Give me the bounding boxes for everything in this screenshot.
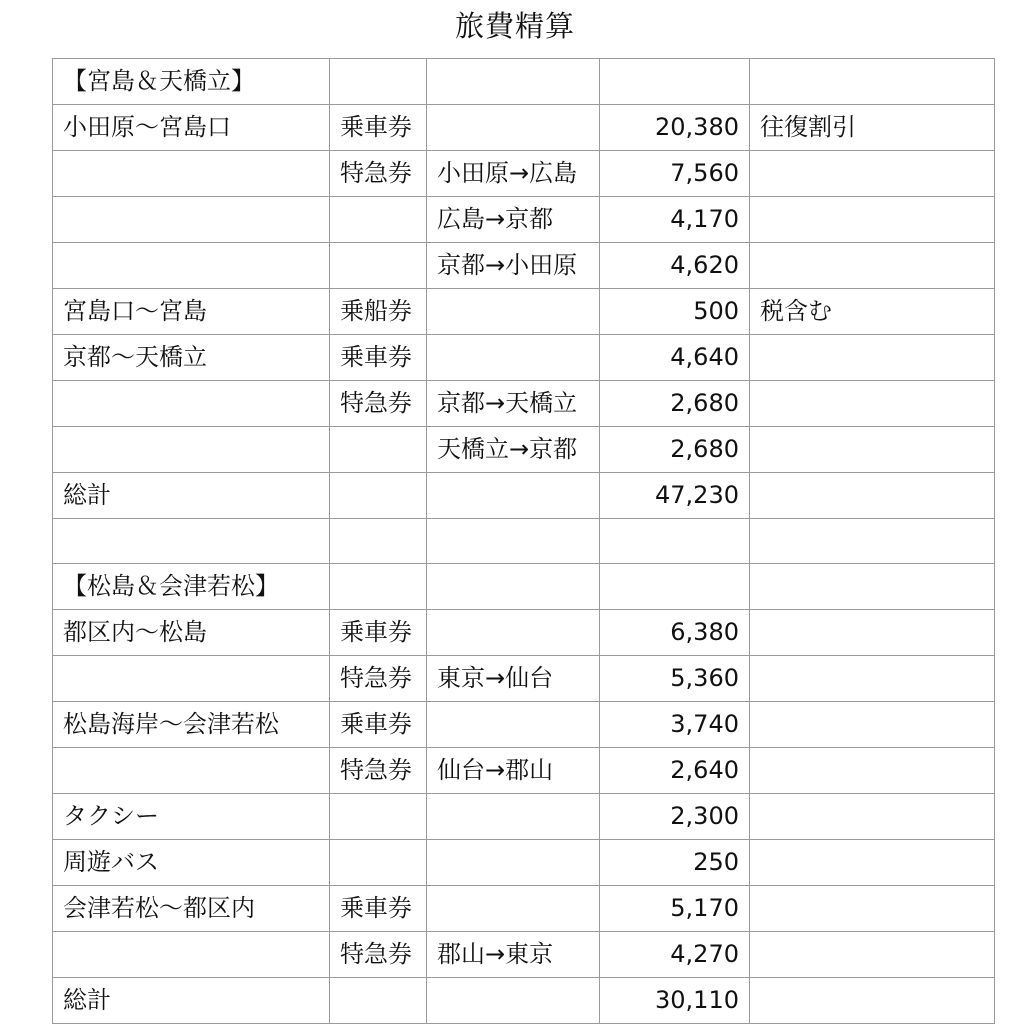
section-cell: [427, 610, 600, 656]
table-row: [53, 59, 995, 105]
table-row: [53, 564, 995, 610]
table-row: [53, 610, 995, 656]
section-cell: [427, 289, 600, 335]
section-cell: [427, 886, 600, 932]
ticket-type-cell: 特急券: [330, 381, 427, 427]
ticket-type-cell: [330, 473, 427, 519]
section-cell: 京都→小田原: [427, 243, 600, 289]
table-row: [53, 243, 995, 289]
section-cell: 広島→京都: [427, 197, 600, 243]
amount-cell: 2,680: [600, 381, 750, 427]
ticket-type-cell: 乗車券: [330, 105, 427, 151]
note-cell: [750, 564, 995, 610]
ticket-type-cell: [330, 197, 427, 243]
amount-cell: 6,380: [600, 610, 750, 656]
ticket-type-cell: [330, 243, 427, 289]
note-cell: [750, 702, 995, 748]
table-row: [53, 932, 995, 978]
table-row: [53, 656, 995, 702]
amount-cell: 2,680: [600, 427, 750, 473]
amount-cell: 250: [600, 840, 750, 886]
route-cell: [53, 151, 330, 197]
ticket-type-cell: [330, 564, 427, 610]
amount-cell: 2,300: [600, 794, 750, 840]
section-cell: 郡山→東京: [427, 932, 600, 978]
ticket-type-cell: 乗車券: [330, 886, 427, 932]
section-cell: [427, 702, 600, 748]
note-cell: [750, 427, 995, 473]
ticket-type-cell: 特急券: [330, 748, 427, 794]
amount-cell: 47,230: [600, 473, 750, 519]
section-cell: [427, 840, 600, 886]
table-row: [53, 748, 995, 794]
ticket-type-cell: [330, 794, 427, 840]
note-cell: 往復割引: [750, 105, 995, 151]
note-cell: [750, 197, 995, 243]
section-cell: 東京→仙台: [427, 656, 600, 702]
table-row: [53, 519, 995, 564]
route-cell: 都区内〜松島: [53, 610, 330, 656]
section-cell: 小田原→広島: [427, 151, 600, 197]
amount-cell: 5,170: [600, 886, 750, 932]
amount-cell: 2,640: [600, 748, 750, 794]
note-cell: [750, 519, 995, 564]
route-cell: 【宮島＆天橋立】: [53, 59, 330, 105]
note-cell: [750, 932, 995, 978]
note-cell: 税含む: [750, 289, 995, 335]
note-cell: [750, 243, 995, 289]
section-cell: [427, 335, 600, 381]
amount-cell: 7,560: [600, 151, 750, 197]
ticket-type-cell: [330, 840, 427, 886]
route-cell: 周遊バス: [53, 840, 330, 886]
route-cell: 京都〜天橋立: [53, 335, 330, 381]
note-cell: [750, 59, 995, 105]
route-cell: 総計: [53, 473, 330, 519]
route-cell: [53, 427, 330, 473]
expense-table: [52, 58, 995, 1024]
table-row: [53, 105, 995, 151]
ticket-type-cell: 乗船券: [330, 289, 427, 335]
document-title: 旅費精算: [454, 9, 575, 43]
ticket-type-cell: 特急券: [330, 656, 427, 702]
table-row: [53, 794, 995, 840]
amount-cell: 3,740: [600, 702, 750, 748]
section-cell: [427, 794, 600, 840]
section-cell: 天橋立→京都: [427, 427, 600, 473]
note-cell: [750, 886, 995, 932]
table-row: [53, 335, 995, 381]
note-cell: [750, 794, 995, 840]
amount-cell: 4,620: [600, 243, 750, 289]
route-cell: [53, 243, 330, 289]
table-row: [53, 473, 995, 519]
expense-table-body: [53, 59, 995, 1024]
route-cell: [53, 748, 330, 794]
ticket-type-cell: 特急券: [330, 932, 427, 978]
section-cell: 仙台→郡山: [427, 748, 600, 794]
ticket-type-cell: [330, 519, 427, 564]
route-cell: 松島海岸〜会津若松: [53, 702, 330, 748]
ticket-type-cell: 乗車券: [330, 702, 427, 748]
section-cell: [427, 59, 600, 105]
table-row: [53, 381, 995, 427]
amount-cell: 4,640: [600, 335, 750, 381]
route-cell: [53, 519, 330, 564]
ticket-type-cell: 乗車券: [330, 610, 427, 656]
note-cell: [750, 748, 995, 794]
table-row: [53, 702, 995, 748]
note-cell: [750, 151, 995, 197]
route-cell: 小田原〜宮島口: [53, 105, 330, 151]
note-cell: [750, 473, 995, 519]
table-row: [53, 978, 995, 1024]
route-cell: [53, 932, 330, 978]
section-cell: 京都→天橋立: [427, 381, 600, 427]
route-cell: 会津若松〜都区内: [53, 886, 330, 932]
amount-cell: 4,270: [600, 932, 750, 978]
amount-cell: 5,360: [600, 656, 750, 702]
section-cell: [427, 105, 600, 151]
table-row: [53, 840, 995, 886]
ticket-type-cell: [330, 59, 427, 105]
table-row: [53, 151, 995, 197]
note-cell: [750, 381, 995, 427]
section-cell: [427, 473, 600, 519]
route-cell: 宮島口〜宮島: [53, 289, 330, 335]
table-row: [53, 197, 995, 243]
amount-cell: [600, 564, 750, 610]
ticket-type-cell: [330, 427, 427, 473]
section-cell: [427, 519, 600, 564]
table-row: [53, 289, 995, 335]
note-cell: [750, 978, 995, 1024]
section-cell: [427, 564, 600, 610]
note-cell: [750, 610, 995, 656]
route-cell: タクシー: [53, 794, 330, 840]
route-cell: [53, 381, 330, 427]
section-cell: [427, 978, 600, 1024]
route-cell: [53, 197, 330, 243]
note-cell: [750, 656, 995, 702]
table-row: [53, 886, 995, 932]
route-cell: 【松島＆会津若松】: [53, 564, 330, 610]
ticket-type-cell: 乗車券: [330, 335, 427, 381]
amount-cell: [600, 519, 750, 564]
amount-cell: [600, 59, 750, 105]
route-cell: 総計: [53, 978, 330, 1024]
amount-cell: 500: [600, 289, 750, 335]
amount-cell: 4,170: [600, 197, 750, 243]
ticket-type-cell: 特急券: [330, 151, 427, 197]
ticket-type-cell: [330, 978, 427, 1024]
note-cell: [750, 840, 995, 886]
amount-cell: 30,110: [600, 978, 750, 1024]
table-row: [53, 427, 995, 473]
route-cell: [53, 656, 330, 702]
note-cell: [750, 335, 995, 381]
amount-cell: 20,380: [600, 105, 750, 151]
